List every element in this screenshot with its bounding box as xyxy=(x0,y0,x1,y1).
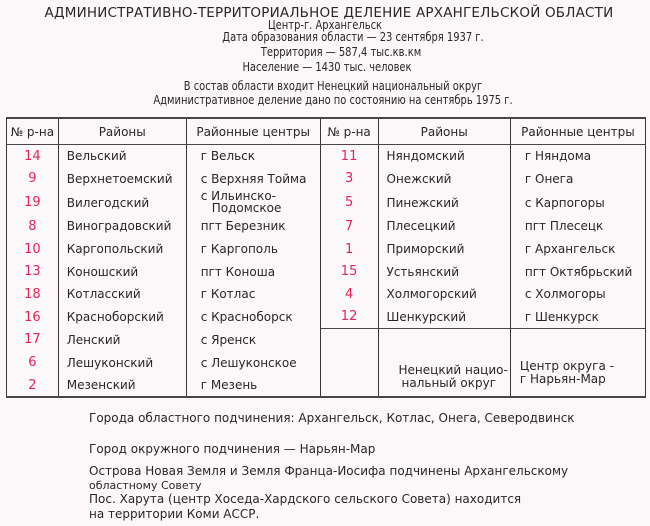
district-center-text xyxy=(511,265,632,279)
district-center-text xyxy=(187,378,258,392)
region-center: Центр-г. Архангельск xyxy=(267,18,383,32)
district-center xyxy=(186,145,320,168)
district-center xyxy=(510,190,645,215)
district-name: Устьянский xyxy=(378,260,510,283)
district-center xyxy=(186,306,320,329)
district-center-line1: г Котлас xyxy=(200,287,256,302)
district-name: Приморский xyxy=(378,238,510,261)
column-header-centers: Районные центры xyxy=(186,118,320,145)
population: Население — 1430 тыс. человек xyxy=(242,60,412,74)
district-center-line1: г Мезень xyxy=(200,378,258,393)
district-center xyxy=(186,283,320,306)
district-name: Холмогорский xyxy=(378,283,510,306)
column-header-number: № р-на xyxy=(7,118,59,145)
district-name: Няндомский xyxy=(378,145,510,168)
district-name: Красноборский xyxy=(58,306,186,329)
district-center xyxy=(186,260,320,283)
district-center-line1: г Каргополь xyxy=(200,242,278,257)
district-center-text xyxy=(187,219,286,233)
district-number: 6 xyxy=(7,351,59,374)
district-center xyxy=(510,260,645,283)
district-name: Вилегодский xyxy=(58,190,186,215)
okrug-name xyxy=(378,329,510,398)
district-center-text xyxy=(187,333,256,347)
district-center-line1: с Ильинско- xyxy=(200,189,276,204)
district-center-line1: с Верхняя Тойма xyxy=(200,171,307,186)
regional-cities-note: Города областного подчинения: Архангельск, Котлас, Онега, Северодвинск xyxy=(89,411,575,425)
district-center-text xyxy=(187,190,282,214)
district-number: 2 xyxy=(7,374,59,398)
okrug-note: В состав области входит Ненецкий национальный округ xyxy=(183,79,483,93)
table-header-row xyxy=(7,118,646,145)
district-name: Плесецкий xyxy=(378,215,510,238)
district-center-line1: с Карпогоры xyxy=(524,195,605,210)
page-title: АДМИНИСТРАТИВНО-ТЕРРИТОРИАЛЬНОЕ ДЕЛЕНИЕ АРХАНГЕЛЬСКОЙ ОБЛАСТИ xyxy=(44,5,614,21)
okrug-number-empty xyxy=(320,329,378,398)
date-note: Административное деление дано по состоянию на сентябрь 1975 г. xyxy=(153,93,513,107)
okrug-center-line1: Центр округа - xyxy=(519,359,614,374)
district-number: 13 xyxy=(7,260,59,283)
column-header-centers-2: Районные центры xyxy=(510,118,645,145)
territory: Территория — 587,4 тыс.кв.км xyxy=(260,45,422,59)
district-center-line1: с Холмогоры xyxy=(524,287,606,302)
okrug-name-text xyxy=(387,364,510,396)
okrug-center-text xyxy=(511,360,645,396)
district-center-text xyxy=(511,242,616,256)
kharuta-note-line2: на территории Коми АССР. xyxy=(89,507,260,521)
district-center-line1: пгт Плесецк xyxy=(524,219,604,234)
district-center-text xyxy=(187,149,255,163)
district-center xyxy=(510,306,645,329)
district-name: Онежский xyxy=(378,168,510,191)
table-row xyxy=(7,145,646,168)
kharuta-note-line1: Пос. Харута (центр Хоседа-Хардского сельского Совета) находится xyxy=(89,492,522,506)
district-center xyxy=(186,168,320,191)
district-center-line1: г Архангельск xyxy=(524,242,616,257)
district-number: 17 xyxy=(7,329,59,352)
district-center-line1: с Лешуконское xyxy=(200,355,297,370)
district-center xyxy=(510,238,645,261)
district-name: Каргопольский xyxy=(58,238,186,261)
district-center-line1: г Онега xyxy=(524,171,574,186)
district-center-line1: пгт Березник xyxy=(200,219,286,234)
district-center-text xyxy=(187,265,275,279)
district-center-line1: пгт Октябрьский xyxy=(524,264,633,279)
district-number: 3 xyxy=(320,168,378,191)
table-row xyxy=(7,190,646,215)
table-row xyxy=(7,260,646,283)
district-number: 16 xyxy=(7,306,59,329)
column-header-districts: Районы xyxy=(58,118,186,145)
okrug-city-note: Город окружного подчинения — Нарьян-Мар xyxy=(89,442,376,456)
district-number: 8 xyxy=(7,215,59,238)
district-center-line1: пгт Коноша xyxy=(200,264,276,279)
district-center xyxy=(510,168,645,191)
district-number: 5 xyxy=(320,190,378,215)
okrug-center xyxy=(510,329,645,398)
table-row xyxy=(7,283,646,306)
district-center xyxy=(510,283,645,306)
formation-date: Дата образования области — 23 сентября 1937 г. xyxy=(222,30,484,44)
district-number: 9 xyxy=(7,168,59,191)
district-name: Лешуконский xyxy=(58,351,186,374)
column-header-districts-2: Районы xyxy=(378,118,510,145)
district-number: 19 xyxy=(7,190,59,215)
district-center-text xyxy=(511,172,573,186)
district-number: 12 xyxy=(320,306,378,329)
district-number: 7 xyxy=(320,215,378,238)
district-center-text xyxy=(511,287,606,301)
district-center xyxy=(186,215,320,238)
district-center-text xyxy=(511,196,605,210)
table-row xyxy=(7,168,646,191)
district-name: Котласский xyxy=(58,283,186,306)
district-number: 15 xyxy=(320,260,378,283)
district-name: Вельский xyxy=(58,145,186,168)
district-center-line2: Подомское xyxy=(211,201,282,216)
district-center xyxy=(186,190,320,215)
district-number: 11 xyxy=(320,145,378,168)
district-center-text xyxy=(511,310,599,324)
district-center-line1: г Няндома xyxy=(524,149,592,164)
district-center-line1: г Вельск xyxy=(200,149,256,164)
district-center-text xyxy=(187,287,256,301)
okrug-name-line2: нальный округ xyxy=(401,376,497,391)
district-center-text xyxy=(187,172,307,186)
district-center xyxy=(186,329,320,352)
district-number: 1 xyxy=(320,238,378,261)
islands-note-line2: областному Совету xyxy=(89,479,202,492)
districts-table xyxy=(6,117,646,398)
islands-note-line1: Острова Новая Земля и Земля Франца-Иосифа подчинены Архангельскому xyxy=(89,464,569,478)
district-number: 4 xyxy=(320,283,378,306)
district-center-text xyxy=(511,149,591,163)
district-center xyxy=(186,351,320,374)
district-name: Мезенский xyxy=(58,374,186,398)
district-name: Пинежский xyxy=(378,190,510,215)
okrug-center-line2: г Нарьян-Мар xyxy=(519,372,606,387)
district-number: 18 xyxy=(7,283,59,306)
district-center-line1: с Красноборск xyxy=(200,310,293,325)
district-center-text xyxy=(187,242,278,256)
district-center xyxy=(186,374,320,398)
table-row xyxy=(7,306,646,329)
table-row xyxy=(7,238,646,261)
district-name: Верхнетоемский xyxy=(58,168,186,191)
district-number: 14 xyxy=(7,145,59,168)
district-name: Шенкурский xyxy=(378,306,510,329)
okrug-name-line1: Ненецкий нацио- xyxy=(398,363,508,378)
district-center-line1: с Яренск xyxy=(200,332,257,347)
table-row xyxy=(7,329,646,352)
district-center-text xyxy=(187,356,297,370)
district-center xyxy=(186,238,320,261)
district-center-text xyxy=(187,310,293,324)
district-number: 10 xyxy=(7,238,59,261)
district-center xyxy=(510,215,645,238)
district-center-line1: г Шенкурск xyxy=(524,309,599,324)
district-center xyxy=(510,145,645,168)
district-name: Виноградовский xyxy=(58,215,186,238)
district-name: Ленский xyxy=(58,329,186,352)
column-header-number-2: № р-на xyxy=(320,118,378,145)
table-row xyxy=(7,215,646,238)
district-center-text xyxy=(511,219,603,233)
district-name: Коношский xyxy=(58,260,186,283)
